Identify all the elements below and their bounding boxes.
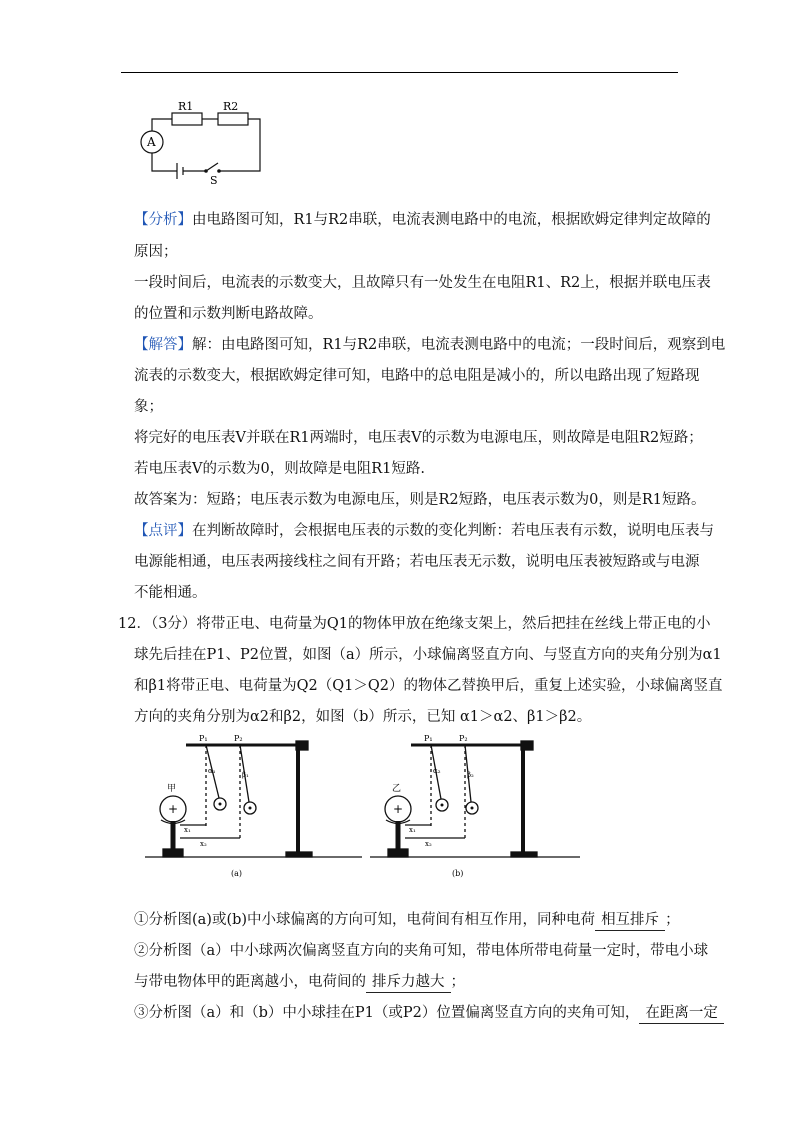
item-3-answer: 在距离一定	[639, 1003, 724, 1024]
fig-b-p2: P₂	[459, 735, 468, 743]
item-1-answer: 相互排斥	[595, 910, 665, 931]
q12-line-1: 12．（3分）将带正电、电荷量为Q1的物体甲放在绝缘支架上，然后把挂在丝线上带正电的小	[118, 616, 711, 632]
q12-line-2: 球先后挂在P1、P2位置，如图（a）所示，小球偏离竖直方向、与竖直方向的夹角分别为α1	[134, 647, 722, 663]
comment-tag: 【点评】	[134, 523, 192, 539]
figure-a	[140, 735, 365, 885]
answer-line-4: 将完好的电压表V并联在R1两端时，电压表V的示数为电源电压，则故障是电阻R2短路；	[134, 430, 703, 446]
circuit-diagram	[130, 95, 270, 187]
fig-b-body-label: 乙	[392, 784, 402, 794]
analysis-line-2: 原因；	[134, 244, 178, 260]
item-1: ①分析图(a)或(b)中小球偏离的方向可知，电荷间有相互作用，同种电荷 相互排斥 ；	[134, 910, 680, 931]
fig-a-caption: (a)	[231, 869, 243, 878]
analysis-line-4: 的位置和示数判断电路故障。	[134, 306, 323, 322]
q12-line-4: 方向的夹角分别为α2和β2，如图（b）所示，已知 α1＞α2、β1＞β2。	[134, 709, 592, 725]
fig-b-beta: β₂	[467, 771, 474, 779]
fig-a-x1: x₁	[184, 826, 191, 834]
svg-text:+: +	[393, 802, 404, 816]
fig-a-x2: x₂	[200, 840, 207, 848]
figure-b	[365, 735, 590, 885]
header-rule	[121, 72, 678, 73]
r2-label: R2	[223, 100, 239, 113]
fig-a-alpha: α₁	[208, 767, 216, 775]
item-3: ③分析图（a）和（b）中小球挂在P1（或P2）位置偏离竖直方向的夹角可知， 在距离一定	[134, 1003, 724, 1024]
fig-b-x1: x₁	[409, 826, 416, 834]
fig-a-p2: P₂	[234, 735, 243, 743]
comment-line-3: 不能相通。	[134, 585, 207, 601]
switch-label: S	[210, 174, 218, 187]
comment-line-1: 【点评】在判断故障时，会根据电压表的示数的变化判断：若电压表有示数，说明电压表与	[134, 523, 714, 539]
fig-b-alpha: α₂	[433, 767, 441, 775]
ammeter-label: A	[147, 135, 156, 149]
q12-line-3: 和β1将带正电、电荷量为Q2（Q1＞Q2）的物体乙替换甲后，重复上述实验，小球偏离竖直	[134, 678, 723, 694]
answer-line-2: 流表的示数变大，根据欧姆定律可知，电路中的总电阻是减小的，所以电路出现了短路现	[134, 368, 700, 384]
item-2-line-1: ②分析图（a）中小球两次偏离竖直方向的夹角可知，带电体所带电荷量一定时，带电小球	[134, 943, 709, 959]
analysis-tag: 【分析】	[134, 212, 192, 228]
fig-b-x2: x₂	[425, 840, 432, 848]
item-2-line-2: 与带电物体甲的距离越小，电荷间的 排斥力越大 ；	[134, 972, 465, 993]
fig-a-body-label: 甲	[167, 784, 177, 794]
item-2-answer: 排斥力越大	[366, 972, 451, 993]
fig-a-beta: β₁	[242, 771, 249, 779]
analysis-line-3: 一段时间后，电流表的示数变大，且故障只有一处发生在电阻R1、R2上，根据并联电压表	[134, 275, 711, 291]
fig-b-caption: (b)	[452, 869, 464, 878]
answer-line-6: 故答案为：短路；电压表示数为电源电压，则是R2短路，电压表示数为0，则是R1短路。	[134, 492, 706, 508]
answer-tag: 【解答】	[134, 337, 192, 353]
answer-line-3: 象；	[134, 399, 163, 415]
fig-b-p1: P₁	[424, 735, 433, 743]
comment-line-2: 电源能相通，电压表两接线柱之间有开路；若电压表无示数，说明电压表被短路或与电源	[134, 554, 700, 570]
r1-label: R1	[178, 100, 194, 113]
answer-line-1: 【解答】解：由电路图可知，R1与R2串联，电流表测电路中的电流；一段时间后，观察到电	[134, 337, 726, 353]
svg-text:+: +	[168, 802, 179, 816]
fig-a-p1: P₁	[199, 735, 208, 743]
analysis-line-1: 【分析】由电路图可知，R1与R2串联，电流表测电路中的电流，根据欧姆定律判定故障的	[134, 212, 711, 228]
answer-line-5: 若电压表V的示数为0，则故障是电阻R1短路.	[134, 461, 425, 477]
